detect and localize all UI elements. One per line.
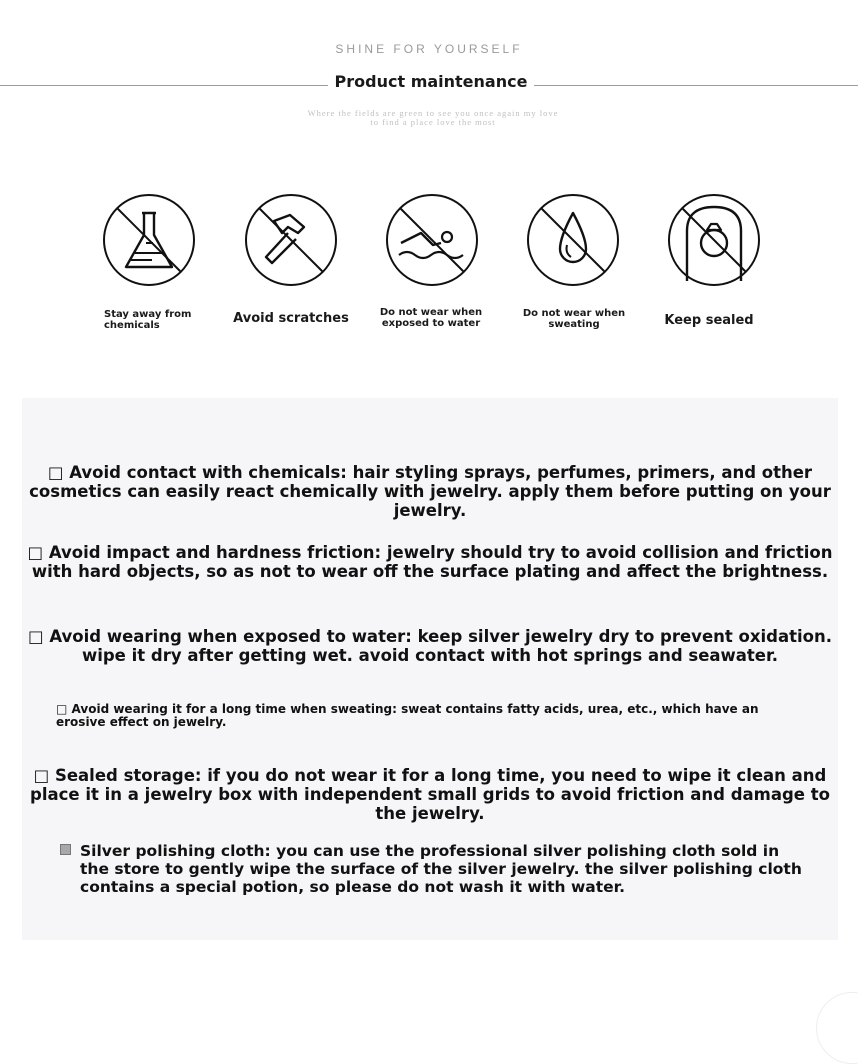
icon-label-sealed: Keep sealed (664, 313, 754, 328)
tip-text: Sealed storage: if you do not wear it for a long time, you need to wipe it clean and place it in a jewelry box with independent small grids to avoid friction and damage to the jewelry. (30, 766, 830, 823)
page-title: Product maintenance (334, 72, 528, 91)
tip-text: Avoid wearing when exposed to water: keep silver jewelry dry to prevent oxidation. wipe it dry after getting wet. avoid contact with hot springs and seawater. (49, 627, 832, 665)
corner-decoration (816, 992, 858, 1064)
divider-right (534, 85, 858, 86)
tagline-line-1: Where the fields are green to see you once again my love (307, 108, 559, 118)
ring-sealed-icon (667, 193, 761, 287)
chemical-flask-icon (102, 193, 196, 287)
tip-bullet: □ (47, 463, 64, 482)
divider-left (0, 85, 328, 86)
brand-text: SHINE FOR YOURSELF (335, 42, 523, 56)
tip-bullet: □ (33, 766, 50, 785)
tagline (0, 109, 858, 127)
tip-polishing-cloth: Silver polishing cloth: you can use the professional silver polishing cloth sold in the store to gently wipe the surface of the silver jewelry. the silver polishing cloth contains a special potion, so please do not wash it with water. (80, 842, 802, 896)
tip-storage (22, 766, 838, 823)
tip-water (22, 627, 838, 665)
icon-label-scratches: Avoid scratches (233, 311, 349, 326)
tip-bullet: □ (28, 627, 44, 646)
title-row (0, 72, 858, 96)
sweat-drop-icon (526, 193, 620, 287)
tip-text: Avoid wearing it for a long time when sweating: sweat contains fatty acids, urea, etc., which have an erosive effect on jewelry. (56, 702, 759, 729)
tip-impact (22, 543, 838, 581)
tip-bullet: □ (56, 702, 68, 716)
icon-label-sweating: Do not wear when sweating (522, 308, 626, 330)
square-bullet-icon (60, 844, 71, 855)
tip-sweating (56, 703, 776, 729)
tip-bullet: □ (27, 543, 44, 562)
swimmer-icon (385, 193, 479, 287)
icon-label-water: Do not wear when exposed to water (379, 307, 483, 329)
tip-chemicals (22, 463, 838, 520)
tagline-line-2: to find a place love the most (370, 117, 496, 127)
hammer-icon (244, 193, 338, 287)
tip-text: Avoid impact and hardness friction: jewelry should try to avoid collision and friction with hard objects, so as not to wear off the surface plating and affect the brightness. (31, 543, 833, 581)
tip-text: Avoid contact with chemicals: hair styling sprays, perfumes, primers, and other cosmetics can easily react chemically with jewelry. apply them before putting on your jewelry. (29, 463, 831, 520)
icon-label-chemicals: Stay away from chemicals (104, 309, 192, 331)
